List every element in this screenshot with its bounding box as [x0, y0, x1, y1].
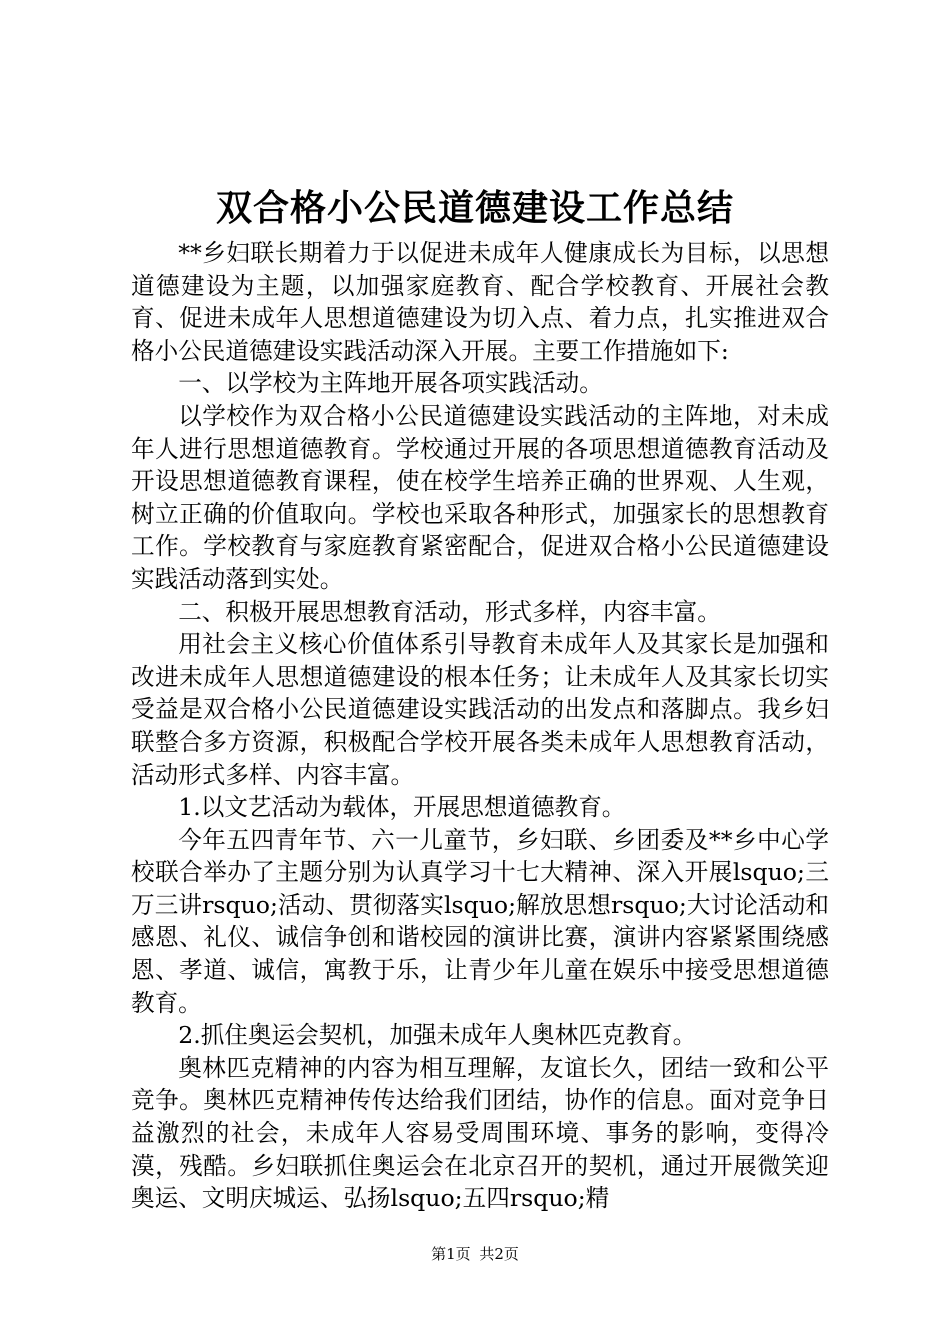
- subsection-heading-2: 2.抓住奥运会契机，加强未成年人奥林匹克教育。: [178, 1021, 697, 1050]
- section-heading-1: 一、以学校为主阵地开展各项实践活动。: [178, 369, 603, 398]
- page-footer: [0, 1244, 950, 1264]
- paragraph-subsection-2: 奥林匹克精神的内容为相互理解，友谊长久，团结一致和公平竞争。奥林匹克精神传传达给我们团结，协作的信息。面对竞争日益激烈的社会，未成年人容易受周围环境、事务的影响，变得冷漠，残酷。乡妇联抓住奥运会在北京召开的契机，通过开展微笑迎奥运、文明庆城运、弘扬lsquo;五四rsquo;精: [131, 1053, 829, 1213]
- paragraph-subsection-1: 今年五四青年节、六一儿童节，乡妇联、乡团委及**乡中心学校联合举办了主题分别为认真学习十七大精神、深入开展lsquo;三万三讲rsquo;活动、贯彻落实lsquo;解放思想rsquo;大讨论活动和感恩、礼仪、诚信争创和谐校园的演讲比赛，演讲内容紧紧围绕感恩、孝道、诚信，寓教于乐，让青少年儿童在娱乐中接受思想道德教育。: [131, 825, 829, 1017]
- document-body: [131, 237, 829, 1215]
- paragraph-section-1: 以学校作为双合格小公民道德建设实践活动的主阵地，对未成年人进行思想道德教育。学校通过开展的各项思想道德教育活动及开设思想道德教育课程，使在校学生培养正确的世界观、人生观，树立正确的价值取向。学校也采取各种形式，加强家长的思想教育工作。学校教育与家庭教育紧密配合，促进双合格小公民道德建设实践活动落到实处。: [131, 401, 829, 593]
- paragraph-section-2: 用社会主义核心价值体系引导教育未成年人及其家长是加强和改进未成年人思想道德建设的根本任务；让未成年人及其家长切实受益是双合格小公民道德建设实践活动的出发点和落脚点。我乡妇联整合多方资源，积极配合学校开展各类未成年人思想教育活动，活动形式多样、内容丰富。: [131, 630, 829, 789]
- page-number: 第1页: [431, 1245, 471, 1263]
- page-total: 共2页: [479, 1245, 519, 1263]
- document-title: 双合格小公民道德建设工作总结: [215, 188, 734, 229]
- subsection-heading-1: 1.以文艺活动为载体，开展思想道德教育。: [178, 793, 626, 822]
- section-heading-2: 二、积极开展思想教育活动，形式多样，内容丰富。: [178, 597, 721, 626]
- paragraph-intro: **乡妇联长期着力于以促进未成年人健康成长为目标，以思想道德建设为主题，以加强家庭教育、配合学校教育、开展社会教育、促进未成年人思想道德建设为切入点、着力点，扎实推进双合格小公民道德建设实践活动深入开展。主要工作措施如下:: [131, 239, 829, 365]
